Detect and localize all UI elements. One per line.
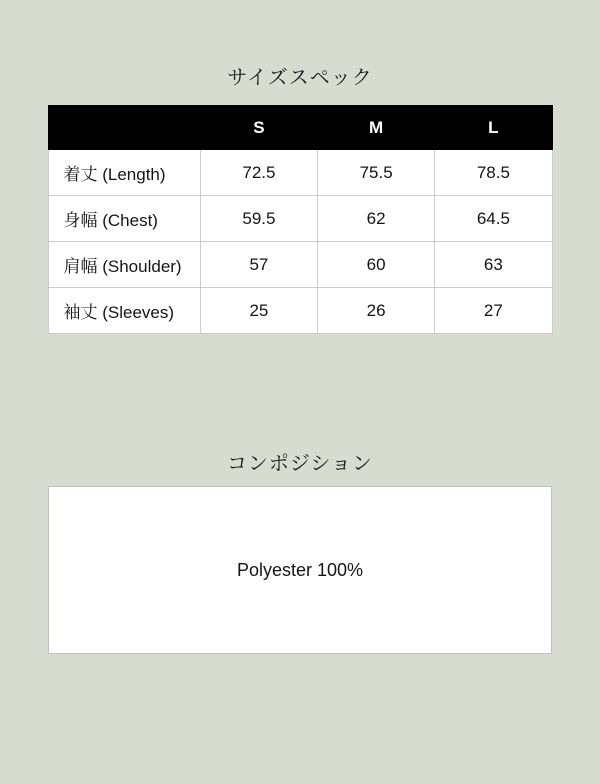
size-value-cell: 62 [318, 196, 435, 242]
table-row-length [48, 150, 552, 196]
size-value-cell: 75.5 [318, 150, 435, 196]
size-spec-table [48, 105, 553, 334]
size-value-cell: 60 [318, 242, 435, 288]
size-value-cell: 25 [200, 288, 317, 334]
header-size-s: S [200, 106, 317, 150]
size-value-cell: 26 [318, 288, 435, 334]
row-label: 肩幅 (Shoulder) [48, 242, 200, 288]
size-value-cell: 27 [435, 288, 552, 334]
size-value-cell: 78.5 [435, 150, 552, 196]
table-row-shoulder [48, 242, 552, 288]
size-value-cell: 59.5 [200, 196, 317, 242]
product-spec-page [0, 64, 600, 654]
header-corner-cell [48, 106, 200, 150]
composition-value: Polyester 100% [236, 559, 364, 580]
composition-box [48, 486, 552, 654]
header-size-l: L [435, 106, 552, 150]
table-row-sleeves [48, 288, 552, 334]
size-spec-title: サイズスペック [227, 67, 373, 89]
row-label: 袖丈 (Sleeves) [48, 288, 200, 334]
table-row-chest [48, 196, 552, 242]
row-label: 着丈 (Length) [48, 150, 200, 196]
size-value-cell: 57 [200, 242, 317, 288]
size-spec-header-row [48, 106, 552, 150]
composition-title: コンポジション [226, 453, 374, 475]
row-label: 身幅 (Chest) [48, 196, 200, 242]
size-value-cell: 64.5 [435, 196, 552, 242]
size-value-cell: 63 [435, 242, 552, 288]
size-value-cell: 72.5 [200, 150, 317, 196]
header-size-m: M [318, 106, 435, 150]
